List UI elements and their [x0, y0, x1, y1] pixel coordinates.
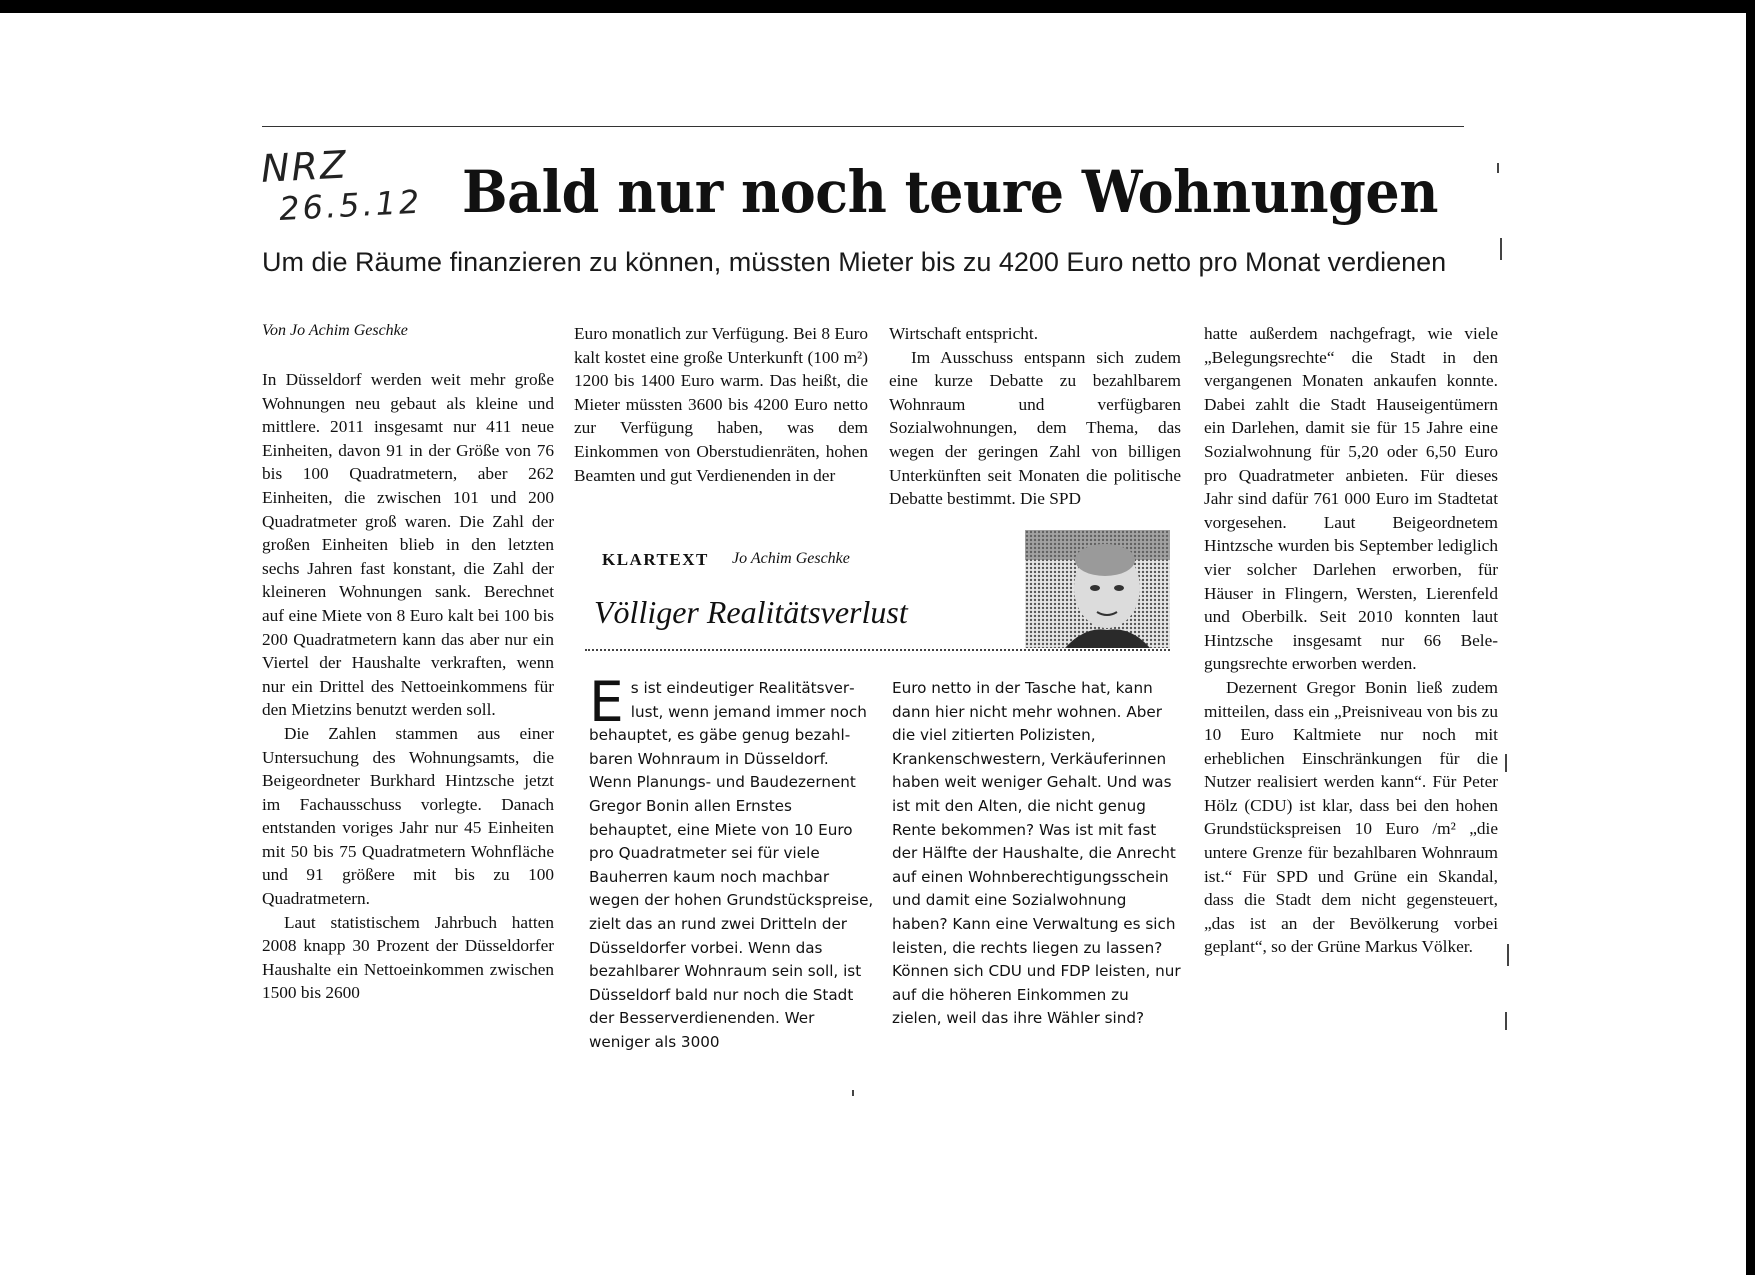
scan-border-right — [1746, 0, 1755, 1275]
scan-speck — [1497, 163, 1499, 173]
handwritten-date: 26.5.12 — [278, 182, 424, 229]
author-portrait-photo — [1025, 530, 1170, 648]
paragraph — [589, 670, 874, 1055]
scan-speck — [1505, 1012, 1507, 1030]
paragraph: In Düsseldorf werden weit mehr große Wohnungen neu gebaut als kleine und mittlere. 2011 insgesamt nur 411 neue Einheiten, davon 91 in der Größe von 76 bis 100 Quadratmetern, aber 262 Einheiten, die zwischen 101 und 200 Quadratmeter groß waren. Die Zahl der großen Einheiten blieb in den letzten sechs Jahren fast konstant, die Zahl der kleineren Wohnungen sank. Berechnet auf eine Miete von 8 Euro kalt bei 100 bis 200 Quadratmetern kann das aber nur ein Viertel der Haushalte verkraften, wenn nur ein Drittel des Nettoeinkommens für den Mietzins benutzt werden soll. — [262, 370, 554, 720]
paragraph: Dezernent Gregor Bonin ließ zudem mitteilen, dass ein „Preisniveau von bis zu 10 Euro Kaltmiete nur noch mit erheblichen Einschränkungen für die Nutzer realisiert werden kann“. Für Peter Hölz (CDU) ist klar, dass bei den hohen Grundstückspreisen 10 Euro /m² „die untere Grenze für bezahlbaren Wohnraum ist.“ Für SPD und Grüne ein Skandal, dass die Stadt dem nicht gegensteuert, „das ist an der Bevölkerung vorbei geplant“, so der Grüne Markus Völker. — [1204, 677, 1498, 957]
paragraph: Im Ausschuss entspann sich zudem eine kurze Debatte zu bezahlbarem Wohnraum und verfügbaren Sozialwohnungen, dem Thema, das wegen der geringen Zahl von billigen Unterkünften seit Monaten die politische Debatte bestimmt. Die SPD — [889, 347, 1181, 509]
klartext-title: Völliger Realitätsverlust — [594, 594, 908, 630]
scan-speck — [1505, 754, 1507, 772]
handwritten-source: NRZ — [259, 142, 350, 191]
article-column-1 — [262, 368, 554, 1005]
article-headline: Bald nur noch teure Wohnungen — [462, 158, 1438, 226]
handwritten-annotation — [259, 142, 424, 229]
scan-speck — [1507, 944, 1509, 966]
article-subheadline: Um die Räume finanzieren zu können, müssten Mieter bis zu 4200 Euro netto pro Monat verdienen — [262, 247, 1447, 277]
scan-speck — [1500, 238, 1502, 260]
paragraph: Euro netto in der Tasche hat, kann dann hier nicht mehr wohnen. Aber die viel zitierten Polizisten, Krankenschwestern, Verkäuferinnen haben weit weniger Gehalt. Und was ist mit den Alten, die nicht genug Rente bekommen? Was ist mit fast der Hälfte der Haushalte, die Anrecht auf einen Wohnberechtigungsschein und damit eine Sozialwohnung haben? Kann eine Verwaltung es sich leisten, die rechts liegen zu lassen? Können sich CDU und FDP leisten, nur auf die höheren Einkommen zu zielen, weil das ihre Wähler sind? — [892, 679, 1181, 1028]
paragraph: hatte außerdem nachgefragt, wie viele „Belegungsrechte“ die Stadt in den vergangenen Monaten ankaufen konnte. Dabei zahlt die Stadt Hauseigentümern ein Darlehen, damit sie für 15 Jahre eine Sozialwohnung für 5,20 oder 6,50 Euro pro Quadratmeter anbieten. Für dieses Jahr sind dafür 761 000 Euro im Stadtetat vorgesehen. Laut Beigeordnetem Hintzsche wurden bis September lediglich vier solcher Darlehen erworben, für Häuser in Flingern, Wersten, Lierenfeld und Oberbilk. Seit 2010 konnten laut Hintzsche insgesamt nur 66 Belegungsrechte erworben werden. — [1204, 324, 1498, 674]
drop-cap: E — [589, 670, 624, 734]
portrait-image — [1025, 530, 1170, 648]
top-rule — [262, 126, 1464, 127]
scan-speck — [852, 1090, 854, 1096]
paragraph: Die Zahlen stammen aus einer Untersuchung des Wohnungsamts, die Beigeordneter Burkhard Hintzsche jetzt im Fachausschuss vorlegte. Danach entstanden voriges Jahr nur 45 Einheiten mit 50 bis 75 Quadratmetern Wohnfläche und 91 größere mit bis zu 100 Quadratmetern. — [262, 723, 554, 909]
paragraph: Laut statistischem Jahrbuch hatten 2008 knapp 30 Prozent der Düsseldorfer Haushalte ein Nettoeinkommen zwischen 1500 bis 2600 — [262, 912, 554, 1003]
scan-border-top — [0, 0, 1755, 13]
klartext-column-1 — [589, 670, 874, 1055]
klartext-column-2 — [892, 677, 1182, 1031]
paragraph: Wirtschaft entspricht. — [889, 324, 1039, 343]
paragraph-body: lust, wenn jemand immer noch behauptet, es gäbe genug bezahlbaren Wohnraum in Düsseldorf. Wenn Planungs- und Baudezernent Gregor Bonin allen Ernstes behauptet, eine Miete von 10 Euro pro Quadratmeter sei für viele Bauherren kaum noch machbar wegen der hohen Grundstückspreise, zielt das an rund zwei Dritteln der Düsseldorfer vorbei. Wenn das bezahlbarer Wohnraum sein soll, ist Düsseldorf bald nur noch die Stadt der Besserverdienenden. Wer weniger als 3000 — [589, 702, 874, 1051]
klartext-label: KLARTEXT — [602, 550, 709, 569]
paragraph: Euro monatlich zur Verfügung. Bei 8 Euro kalt kostet eine große Unterkunft (100 m²) 1200 bis 1400 Euro warm. Das heißt, die Mieter müssten 3600 bis 4200 Euro netto zur Verfügung haben, was dem Einkommen von Oberstudienräten, hohen Beamten und gut Verdienenden in der — [574, 324, 868, 485]
article-column-4 — [1204, 322, 1498, 959]
klartext-author: Jo Achim Geschke — [732, 550, 850, 567]
paragraph-lead: s ist eindeutiger Realitätsver — [630, 679, 855, 697]
klartext-divider — [585, 649, 1170, 651]
article-column-2 — [574, 322, 868, 487]
article-byline: Von Jo Achim Geschke — [262, 322, 408, 339]
article-column-3 — [889, 322, 1181, 511]
